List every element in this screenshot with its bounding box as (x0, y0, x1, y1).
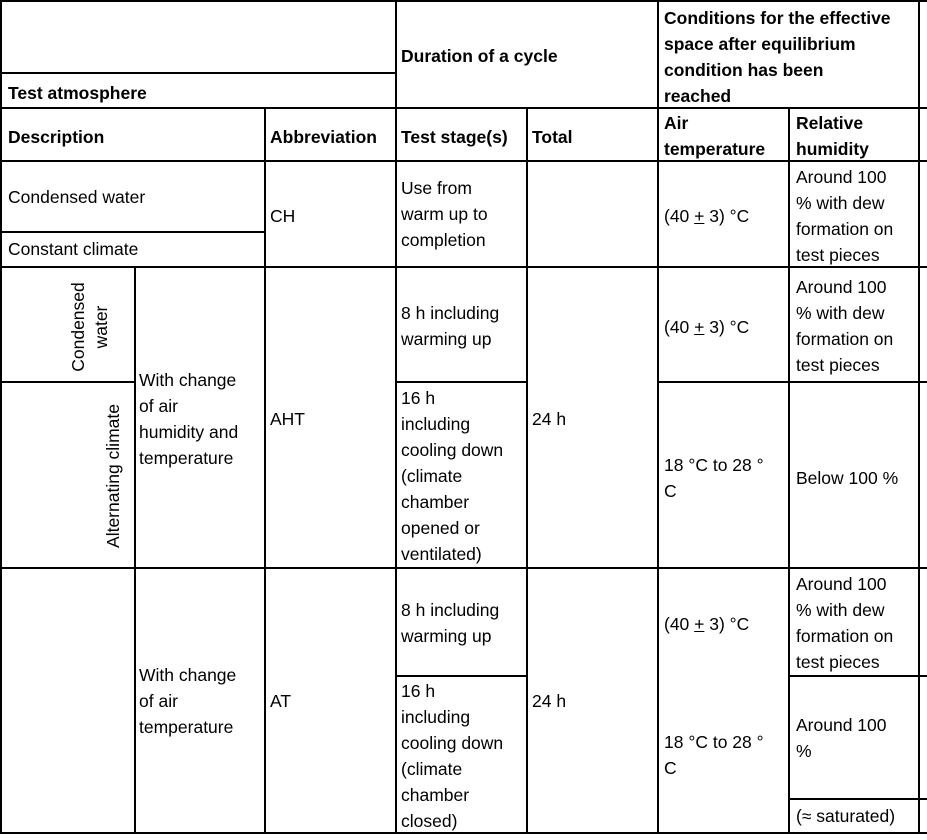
header-air-temperature: Air temperature (664, 113, 766, 159)
grid-line (789, 798, 927, 800)
aht-description: With change of air humidity and temperature (139, 370, 239, 468)
grid-line (526, 107, 528, 834)
header-conditions: Conditions for the effective space after equilibrium condition has been reached (664, 8, 891, 106)
grid-line (396, 675, 527, 677)
grid-line (395, 0, 397, 834)
ch-relative-humidity: Around 100 % with dew formation on test pieces (796, 167, 894, 265)
grid-line (657, 0, 659, 834)
header-test-stages: Test stage(s) (401, 127, 508, 147)
header-duration-of-cycle: Duration of a cycle (401, 46, 558, 66)
header-total: Total (532, 127, 573, 147)
grid-line (788, 107, 790, 834)
grid-line (0, 0, 2, 834)
at-air-temperature-1: (40 + 3) °C (664, 614, 750, 634)
grid-line (0, 231, 265, 233)
at-air-temperature-2: 18 °C to 28 ° C (664, 732, 764, 778)
grid-line (789, 675, 927, 677)
at-abbreviation: AT (270, 691, 292, 711)
aht-air-temperature-1: (40 + 3) °C (664, 317, 750, 337)
ch-test-stage: Use from warm up to completion (401, 178, 488, 250)
aht-air-temperature-2: 18 °C to 28 ° C (664, 455, 764, 501)
header-relative-humidity: Relative humidity (796, 113, 869, 159)
grid-line (0, 72, 397, 74)
grid-line (658, 381, 927, 383)
header-test-atmosphere: Test atmosphere (8, 83, 147, 103)
aht-relative-humidity-1: Around 100 % with dew formation on test pieces (796, 277, 894, 375)
alternating-climate-vertical-label: Alternating climate (103, 404, 123, 548)
grid-line (396, 381, 527, 383)
at-stage-2: 16 h including cooling down (climate chamber closed) (401, 681, 504, 831)
ch-air-temperature: (40 + 3) °C (664, 206, 750, 226)
at-description: With change of air temperature (139, 665, 237, 737)
constant-climate-label: Constant climate (8, 239, 139, 259)
header-abbreviation: Abbreviation (270, 127, 377, 147)
condensed-water-label: Condensed water (8, 187, 146, 207)
ch-abbreviation: CH (270, 206, 296, 226)
aht-stage-1: 8 h including warming up (401, 303, 500, 349)
grid-line (918, 0, 920, 834)
grid-line (264, 107, 266, 834)
at-relative-humidity-2a: Around 100 % (796, 715, 887, 761)
grid-line (134, 266, 136, 834)
aht-relative-humidity-2: Below 100 % (796, 468, 899, 488)
condensed-water-vertical-label: Condensed water (68, 282, 111, 372)
grid-line (0, 0, 927, 2)
aht-total: 24 h (532, 409, 567, 429)
header-description: Description (8, 127, 105, 147)
at-stage-1: 8 h including warming up (401, 600, 500, 646)
at-total: 24 h (532, 691, 567, 711)
aht-stage-2: 16 h including cooling down (climate chamber opened or ventilated) (401, 388, 504, 564)
at-relative-humidity-1: Around 100 % with dew formation on test pieces (796, 574, 894, 672)
aht-abbreviation: AHT (270, 409, 305, 429)
grid-line (0, 381, 135, 383)
at-relative-humidity-2b: (≈ saturated) (796, 806, 896, 826)
